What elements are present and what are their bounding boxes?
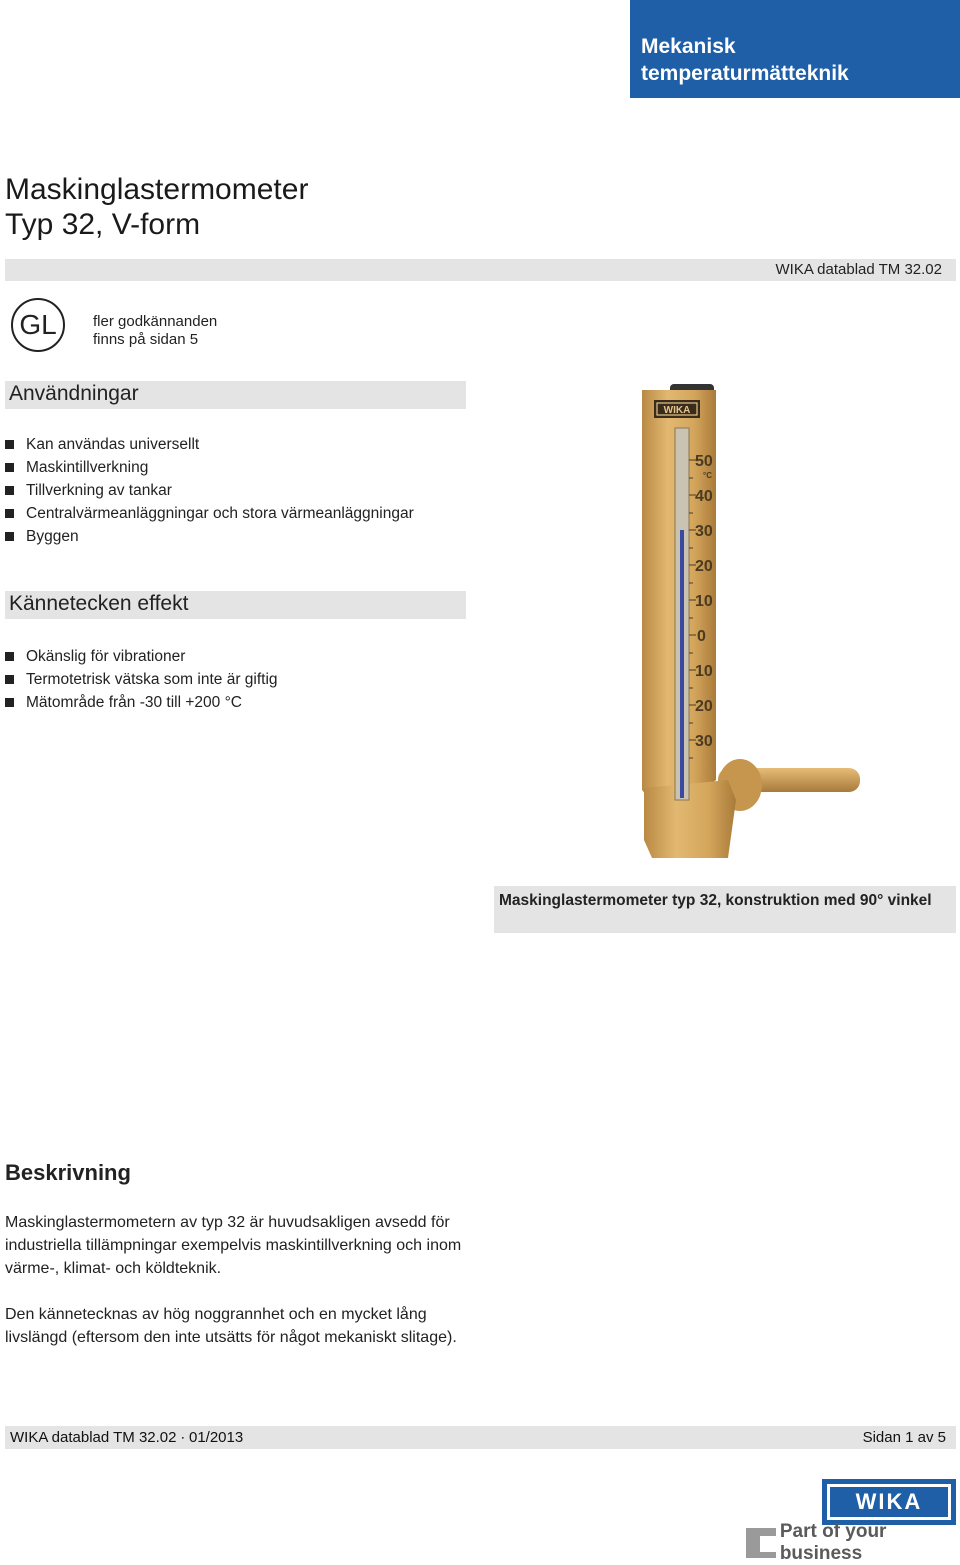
footer-bar	[5, 1426, 956, 1449]
list-item: Tillverkning av tankar	[5, 479, 414, 502]
features-list	[5, 645, 278, 714]
approval-line-2: finns på sidan 5	[93, 331, 199, 348]
category-line-2: temperaturmätteknik	[641, 62, 849, 85]
scale-label: 50	[695, 453, 713, 470]
scale-label: 10	[695, 663, 713, 680]
tagline-square-icon	[746, 1528, 774, 1558]
gl-badge-text: GL	[19, 309, 57, 340]
description-heading: Beskrivning	[5, 1160, 131, 1185]
scale-label: 40	[695, 488, 713, 505]
scale-label: 30	[695, 523, 713, 540]
list-item: Centralvärmeanläggningar och stora värmeanläggningar	[5, 502, 414, 525]
thermometer-image	[600, 380, 880, 870]
footer-datasheet: WIKA datablad TM 32.02 ∙ 01/2013	[10, 1429, 244, 1446]
scale-label: 10	[695, 593, 713, 610]
gl-approval-icon	[11, 298, 65, 352]
scale-label: 20	[695, 698, 713, 715]
page-number: Sidan 1 av 5	[862, 1429, 946, 1446]
category-line-1: Mekanisk	[641, 35, 736, 58]
list-item: Mätområde från -30 till +200 °C	[5, 691, 278, 714]
approval-line-1: fler godkännanden	[93, 313, 218, 330]
title-line-2: Typ 32, V-form	[5, 208, 201, 241]
description-paragraph-2: Den kännetecknas av hög noggrannhet och en mycket lång livslängd (eftersom den inte utsätts för något mekaniskt slitage).	[5, 1306, 457, 1346]
category-header	[630, 0, 960, 98]
tagline	[746, 1521, 960, 1564]
scale-label: 0	[697, 628, 706, 645]
wika-logo	[822, 1479, 956, 1525]
scale-label: 30	[695, 733, 713, 750]
tagline-text: Part of your business	[779, 1521, 887, 1564]
datasheet-ref-bar	[5, 259, 956, 281]
description-paragraph-1: Maskinglastermometern av typ 32 är huvudsakligen avsedd för industriella tillämpningar exempelvis maskintillverkning och inom värme-, klimat- och köldteknik.	[5, 1214, 462, 1277]
thermometer-base	[644, 780, 736, 858]
page-title	[5, 172, 308, 242]
list-item: Maskintillverkning	[5, 456, 414, 479]
list-item: Termotetrisk vätska som inte är giftig	[5, 668, 278, 691]
features-heading: Kännetecken effekt	[5, 591, 466, 619]
wika-plate-text: WIKA	[663, 405, 691, 416]
wika-logo-text: WIKA	[827, 1484, 951, 1520]
applications-list	[5, 433, 414, 548]
scale-label: 20	[695, 558, 713, 575]
approval-note	[93, 313, 217, 349]
list-item: Byggen	[5, 525, 414, 548]
title-line-1: Maskinglastermometer	[5, 173, 309, 206]
scale-unit: °C	[703, 471, 712, 480]
applications-heading: Användningar	[5, 381, 466, 409]
image-caption: Maskinglastermometer typ 32, konstruktion med 90° vinkel	[494, 886, 956, 933]
datasheet-ref: WIKA datablad TM 32.02	[775, 261, 942, 278]
list-item: Kan användas universellt	[5, 433, 414, 456]
list-item: Okänslig för vibrationer	[5, 645, 278, 668]
